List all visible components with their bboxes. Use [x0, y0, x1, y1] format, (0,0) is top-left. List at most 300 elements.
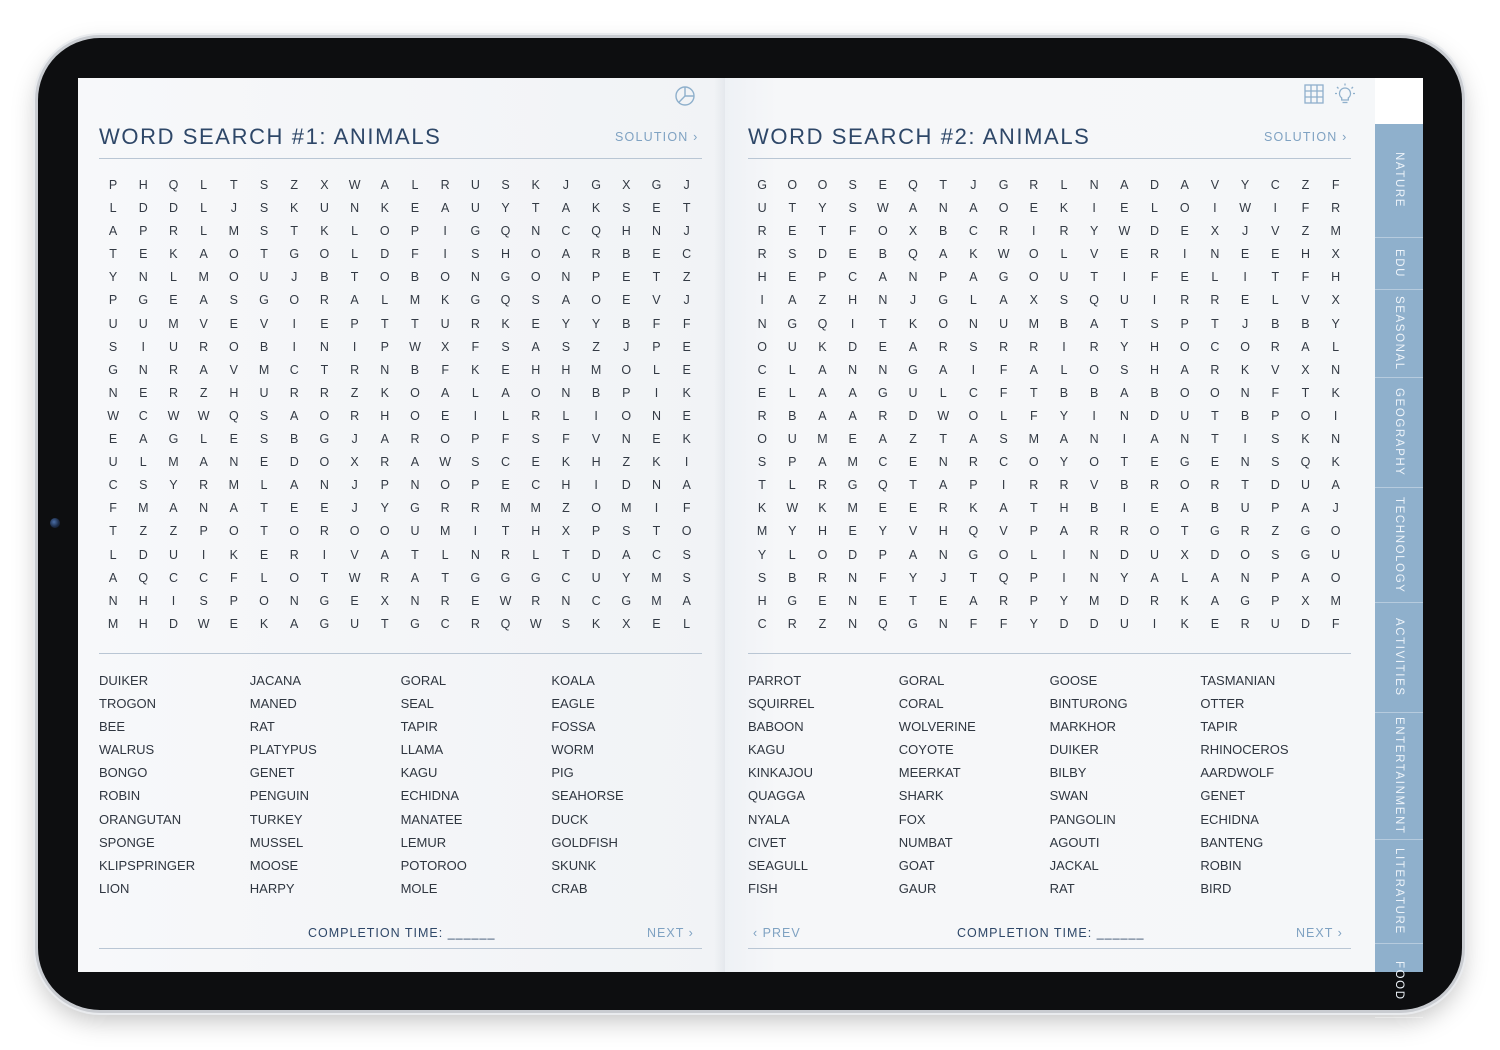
grid-letter[interactable]: E	[818, 593, 827, 608]
grid-letter[interactable]: E	[848, 432, 857, 447]
grid-letter[interactable]: S	[999, 432, 1008, 447]
grid-letter[interactable]: I	[1062, 570, 1066, 585]
grid-letter[interactable]: F	[230, 570, 238, 585]
grid-letter[interactable]: I	[1122, 501, 1127, 516]
grid-letter[interactable]: O	[259, 593, 269, 608]
grid-letter[interactable]: A	[848, 385, 857, 400]
grid-letter[interactable]: A	[199, 455, 208, 470]
grid-letter[interactable]: L	[200, 224, 208, 239]
grid-letter[interactable]: J	[1332, 501, 1339, 516]
grid-letter[interactable]: T	[290, 224, 299, 239]
grid-letter[interactable]: F	[1301, 270, 1310, 285]
grid-letter[interactable]: A	[908, 339, 918, 354]
grid-letter[interactable]: A	[682, 593, 691, 608]
grid-letter[interactable]: R	[1240, 524, 1250, 539]
grid-letter[interactable]: O	[681, 524, 692, 539]
grid-letter[interactable]: A	[1210, 570, 1220, 585]
grid-letter[interactable]: U	[908, 385, 918, 400]
grid-letter[interactable]: R	[1029, 339, 1039, 354]
grid-letter[interactable]: L	[351, 247, 359, 262]
grid-letter[interactable]: Q	[908, 247, 918, 262]
grid-letter[interactable]: A	[108, 224, 118, 239]
grid-letter[interactable]: O	[228, 270, 239, 285]
grid-letter[interactable]: N	[1089, 178, 1099, 192]
grid-letter[interactable]: O	[998, 201, 1009, 216]
grid-letter[interactable]: R	[531, 593, 541, 608]
grid-letter[interactable]: L	[1060, 362, 1068, 377]
grid-letter[interactable]: N	[938, 547, 948, 562]
grid-letter[interactable]: U	[470, 201, 480, 216]
grid-letter[interactable]: E	[908, 455, 918, 470]
grid-letter[interactable]: I	[1062, 339, 1066, 354]
grid-letter[interactable]: I	[171, 593, 176, 608]
grid-letter[interactable]: P	[969, 478, 978, 493]
grid-letter[interactable]: W	[348, 178, 361, 192]
grid-letter[interactable]: I	[1032, 224, 1036, 239]
grid-letter[interactable]: R	[787, 616, 797, 631]
grid-letter[interactable]: T	[909, 478, 917, 493]
grid-letter[interactable]: H	[380, 408, 390, 423]
grid-letter[interactable]: E	[1210, 455, 1220, 470]
grid-letter[interactable]: F	[969, 616, 978, 631]
grid-letter[interactable]: M	[651, 593, 662, 608]
grid-letter[interactable]: R	[1119, 524, 1129, 539]
grid-letter[interactable]: D	[1059, 616, 1069, 631]
grid-letter[interactable]: N	[848, 362, 858, 377]
lightbulb-icon[interactable]	[1333, 82, 1357, 106]
grid-letter[interactable]: G	[1300, 524, 1311, 539]
grid-letter[interactable]: C	[878, 455, 888, 470]
grid-letter[interactable]: R	[380, 455, 390, 470]
grid-letter[interactable]: A	[199, 293, 208, 308]
grid-letter[interactable]: N	[561, 270, 571, 285]
grid-letter[interactable]: R	[1059, 478, 1069, 493]
grid-letter[interactable]: C	[561, 224, 571, 239]
grid-letter[interactable]: T	[320, 362, 329, 377]
grid-letter[interactable]: B	[878, 247, 888, 262]
grid-letter[interactable]: P	[1271, 501, 1280, 516]
grid-letter[interactable]: U	[440, 316, 450, 331]
grid-letter[interactable]: L	[260, 570, 268, 585]
grid-letter[interactable]: R	[757, 247, 767, 262]
grid-letter[interactable]: X	[1301, 362, 1310, 377]
letter-grid[interactable]	[98, 174, 702, 636]
grid-letter[interactable]: O	[591, 293, 601, 308]
grid-letter[interactable]: Z	[562, 501, 570, 516]
grid-letter[interactable]: J	[562, 178, 570, 192]
grid-letter[interactable]: L	[1000, 408, 1008, 423]
grid-letter[interactable]: P	[471, 478, 480, 493]
grid-letter[interactable]: L	[939, 385, 947, 400]
grid-letter[interactable]: T	[411, 547, 419, 562]
grid-letter[interactable]: E	[1120, 201, 1129, 216]
grid-letter[interactable]: G	[530, 570, 541, 585]
grid-letter[interactable]: V	[1089, 478, 1099, 493]
grid-letter[interactable]: T	[260, 501, 268, 516]
grid-letter[interactable]: P	[1271, 593, 1280, 608]
grid-letter[interactable]: P	[622, 385, 631, 400]
grid-letter[interactable]: A	[440, 385, 450, 400]
grid-letter[interactable]: Y	[818, 201, 827, 216]
grid-letter[interactable]: I	[1152, 293, 1157, 308]
grid-letter[interactable]: J	[1241, 316, 1249, 331]
grid-letter[interactable]: H	[1150, 362, 1160, 377]
grid-letter[interactable]: R	[380, 570, 390, 585]
grid-letter[interactable]: E	[229, 316, 239, 331]
grid-letter[interactable]: E	[908, 501, 918, 516]
grid-letter[interactable]: M	[168, 316, 179, 331]
grid-letter[interactable]: O	[938, 316, 949, 331]
grid-letter[interactable]: S	[1120, 362, 1129, 377]
grid-letter[interactable]: A	[1180, 362, 1189, 377]
grid-letter[interactable]: Q	[500, 616, 511, 631]
grid-letter[interactable]: K	[259, 616, 269, 631]
grid-letter[interactable]: S	[682, 547, 691, 562]
grid-letter[interactable]: R	[1180, 293, 1190, 308]
grid-letter[interactable]: A	[969, 201, 978, 216]
grid-letter[interactable]: N	[938, 455, 948, 470]
grid-letter[interactable]: A	[939, 478, 948, 493]
grid-letter[interactable]: S	[259, 432, 269, 447]
grid-letter[interactable]: L	[260, 478, 268, 493]
grid-letter[interactable]: I	[473, 408, 478, 423]
grid-letter[interactable]: I	[684, 455, 689, 470]
grid-letter[interactable]: Y	[622, 570, 631, 585]
grid-letter[interactable]: K	[290, 201, 299, 216]
grid-letter[interactable]: I	[850, 316, 855, 331]
grid-letter[interactable]: O	[289, 524, 300, 539]
grid-letter[interactable]: E	[682, 339, 691, 354]
grid-letter[interactable]: T	[531, 201, 540, 216]
completion-time[interactable]: COMPLETION TIME: ______	[308, 926, 496, 940]
grid-letter[interactable]: K	[1059, 201, 1069, 216]
grid-letter[interactable]: K	[229, 547, 239, 562]
grid-letter[interactable]: D	[168, 201, 178, 216]
grid-letter[interactable]: L	[471, 385, 479, 400]
grid-letter[interactable]: T	[501, 524, 510, 539]
grid-letter[interactable]: A	[1301, 339, 1310, 354]
grid-letter[interactable]: A	[818, 455, 827, 470]
grid-letter[interactable]: U	[470, 178, 480, 192]
grid-letter[interactable]: Y	[1089, 224, 1099, 239]
grid-letter[interactable]: Q	[817, 316, 828, 331]
grid-letter[interactable]: Y	[1120, 570, 1129, 585]
grid-letter[interactable]: H	[1300, 247, 1310, 262]
grid-letter[interactable]: B	[1150, 385, 1159, 400]
grid-letter[interactable]: N	[757, 316, 767, 331]
grid-letter[interactable]: E	[1240, 247, 1250, 262]
grid-letter[interactable]: R	[440, 593, 450, 608]
grid-letter[interactable]: E	[1029, 201, 1038, 216]
grid-letter[interactable]: K	[969, 501, 978, 516]
grid-letter[interactable]: P	[380, 478, 389, 493]
grid-letter[interactable]: A	[969, 593, 978, 608]
grid-letter[interactable]: E	[682, 408, 691, 423]
grid-letter[interactable]: T	[652, 524, 661, 539]
grid-letter[interactable]: K	[471, 362, 480, 377]
grid-letter[interactable]: U	[591, 570, 601, 585]
grid-letter[interactable]: U	[787, 432, 797, 447]
grid-letter[interactable]: N	[289, 593, 299, 608]
grid-letter[interactable]: J	[230, 201, 237, 216]
grid-letter[interactable]: R	[319, 524, 329, 539]
grid-letter[interactable]: S	[229, 293, 239, 308]
grid-letter[interactable]: D	[1150, 178, 1160, 192]
grid-letter[interactable]: B	[591, 385, 601, 400]
next-button[interactable]: NEXT ›	[647, 926, 694, 940]
grid-letter[interactable]: Y	[591, 316, 601, 331]
grid-letter[interactable]: O	[228, 247, 239, 262]
grid-letter[interactable]: G	[319, 593, 330, 608]
grid-letter[interactable]: M	[168, 455, 179, 470]
grid-letter[interactable]: J	[351, 501, 358, 516]
grid-letter[interactable]: E	[501, 478, 510, 493]
grid-letter[interactable]: S	[1271, 455, 1280, 470]
grid-letter[interactable]: O	[440, 432, 451, 447]
grid-letter[interactable]: B	[1059, 385, 1069, 400]
grid-letter[interactable]: A	[908, 201, 918, 216]
grid-letter[interactable]: B	[1301, 316, 1310, 331]
grid-letter[interactable]: W	[499, 593, 512, 608]
grid-letter[interactable]: N	[380, 362, 390, 377]
grid-letter[interactable]: A	[969, 270, 978, 285]
grid-letter[interactable]: I	[654, 385, 659, 400]
grid-letter[interactable]: G	[877, 385, 888, 400]
grid-letter[interactable]: Y	[1059, 455, 1069, 470]
grid-letter[interactable]: A	[380, 547, 389, 562]
grid-letter[interactable]: A	[1180, 501, 1189, 516]
grid-letter[interactable]: R	[470, 616, 480, 631]
grid-letter[interactable]: K	[591, 616, 601, 631]
grid-letter[interactable]: T	[818, 224, 827, 239]
grid-letter[interactable]: W	[348, 570, 361, 585]
grid-letter[interactable]: V	[652, 293, 661, 308]
grid-letter[interactable]: L	[139, 455, 147, 470]
grid-letter[interactable]: L	[1060, 178, 1068, 192]
grid-letter[interactable]: N	[470, 270, 480, 285]
grid-letter[interactable]: S	[531, 293, 540, 308]
grid-letter[interactable]: L	[169, 270, 177, 285]
grid-letter[interactable]: H	[938, 524, 948, 539]
grid-letter[interactable]: K	[440, 293, 450, 308]
grid-letter[interactable]: I	[1122, 270, 1127, 285]
grid-letter[interactable]: A	[561, 247, 571, 262]
grid-letter[interactable]: J	[909, 293, 917, 308]
grid-letter[interactable]: J	[351, 478, 358, 493]
grid-letter[interactable]: O	[440, 270, 451, 285]
grid-letter[interactable]: G	[621, 593, 632, 608]
grid-letter[interactable]: H	[229, 385, 239, 400]
grid-letter[interactable]: T	[350, 270, 359, 285]
grid-letter[interactable]: M	[258, 362, 270, 377]
grid-letter[interactable]: G	[1179, 455, 1190, 470]
grid-letter[interactable]: N	[1331, 432, 1341, 447]
grid-letter[interactable]: B	[1271, 316, 1280, 331]
grid-letter[interactable]: T	[909, 593, 917, 608]
grid-letter[interactable]: J	[623, 339, 630, 354]
grid-letter[interactable]: H	[138, 593, 148, 608]
grid-letter[interactable]: M	[621, 501, 632, 516]
grid-letter[interactable]: D	[621, 478, 631, 493]
grid-letter[interactable]: M	[590, 362, 602, 377]
grid-letter[interactable]: S	[471, 247, 480, 262]
grid-letter[interactable]: R	[1059, 224, 1069, 239]
grid-letter[interactable]: L	[1271, 293, 1279, 308]
grid-letter[interactable]: K	[320, 224, 329, 239]
grid-letter[interactable]: L	[1030, 547, 1038, 562]
grid-letter[interactable]: D	[380, 247, 390, 262]
grid-letter[interactable]: P	[818, 270, 827, 285]
grid-letter[interactable]: T	[1120, 455, 1129, 470]
grid-letter[interactable]: E	[652, 247, 661, 262]
grid-letter[interactable]: D	[1119, 547, 1129, 562]
grid-letter[interactable]: O	[1240, 547, 1250, 562]
grid-letter[interactable]: I	[443, 224, 447, 239]
grid-letter[interactable]: K	[757, 501, 767, 516]
grid-letter[interactable]: L	[969, 293, 977, 308]
grid-letter[interactable]: G	[938, 293, 949, 308]
grid-letter[interactable]: E	[139, 385, 148, 400]
grid-letter[interactable]: X	[908, 224, 918, 239]
grid-letter[interactable]: T	[380, 616, 389, 631]
grid-letter[interactable]: R	[999, 339, 1009, 354]
grid-letter[interactable]: U	[1331, 547, 1341, 562]
grid-letter[interactable]: E	[531, 455, 540, 470]
grid-letter[interactable]: P	[591, 270, 601, 285]
grid-letter[interactable]: U	[757, 201, 767, 216]
grid-letter[interactable]: U	[138, 316, 148, 331]
grid-letter[interactable]: O	[530, 385, 541, 400]
grid-letter[interactable]: T	[1211, 432, 1219, 447]
grid-letter[interactable]: Z	[818, 616, 827, 631]
grid-letter[interactable]: A	[1150, 432, 1159, 447]
grid-letter[interactable]: X	[561, 524, 571, 539]
grid-letter[interactable]: B	[410, 362, 420, 377]
grid-letter[interactable]: K	[818, 339, 827, 354]
grid-letter[interactable]: E	[682, 362, 691, 377]
grid-letter[interactable]: N	[410, 593, 420, 608]
grid-letter[interactable]: V	[1210, 178, 1220, 192]
grid-letter[interactable]: E	[410, 201, 420, 216]
grid-letter[interactable]: R	[1240, 616, 1250, 631]
grid-letter[interactable]: P	[939, 270, 948, 285]
grid-letter[interactable]: S	[199, 593, 208, 608]
grid-letter[interactable]: A	[440, 201, 450, 216]
grid-letter[interactable]: I	[322, 547, 327, 562]
grid-letter[interactable]: R	[289, 385, 299, 400]
grid-letter[interactable]: E	[229, 432, 239, 447]
grid-letter[interactable]: F	[682, 316, 691, 331]
grid-letter[interactable]: D	[1270, 478, 1280, 493]
grid-letter[interactable]: O	[1028, 247, 1039, 262]
grid-letter[interactable]: E	[259, 547, 269, 562]
grid-letter[interactable]: R	[1270, 339, 1280, 354]
grid-letter[interactable]: I	[1092, 408, 1096, 423]
grid-letter[interactable]: M	[530, 501, 541, 516]
grid-letter[interactable]: R	[1210, 362, 1220, 377]
grid-letter[interactable]: F	[879, 570, 887, 585]
grid-letter[interactable]: F	[411, 247, 419, 262]
grid-letter[interactable]: N	[1180, 432, 1190, 447]
grid-letter[interactable]: E	[788, 224, 797, 239]
grid-letter[interactable]: O	[757, 432, 767, 447]
grid-letter[interactable]: E	[1240, 293, 1250, 308]
grid-letter[interactable]: N	[1240, 455, 1250, 470]
grid-letter[interactable]: R	[410, 432, 420, 447]
grid-letter[interactable]: S	[501, 178, 510, 192]
grid-letter[interactable]: O	[289, 570, 300, 585]
grid-letter[interactable]: X	[1331, 293, 1340, 308]
grid-letter[interactable]: T	[1029, 385, 1038, 400]
grid-letter[interactable]: K	[591, 201, 601, 216]
grid-letter[interactable]: F	[652, 316, 661, 331]
grid-letter[interactable]: A	[531, 339, 540, 354]
grid-letter[interactable]: Z	[199, 385, 208, 400]
grid-letter[interactable]: Q	[877, 616, 888, 631]
grid-letter[interactable]: Q	[968, 524, 979, 539]
grid-letter[interactable]: I	[1182, 247, 1187, 262]
grid-letter[interactable]: Y	[757, 547, 767, 562]
grid-letter[interactable]: T	[939, 178, 948, 192]
grid-letter[interactable]: M	[651, 570, 662, 585]
grid-letter[interactable]: K	[380, 201, 389, 216]
grid-letter[interactable]: U	[1300, 478, 1310, 493]
grid-letter[interactable]: E	[757, 385, 767, 400]
grid-letter[interactable]: G	[998, 270, 1009, 285]
grid-letter[interactable]: O	[1179, 385, 1190, 400]
grid-letter[interactable]: T	[1180, 524, 1189, 539]
grid-letter[interactable]: U	[1119, 616, 1129, 631]
grid-letter[interactable]: B	[1089, 385, 1099, 400]
grid-letter[interactable]: P	[878, 547, 888, 562]
grid-letter[interactable]: K	[169, 247, 178, 262]
grid-letter[interactable]: W	[197, 408, 210, 423]
grid-letter[interactable]: P	[1271, 408, 1280, 423]
grid-letter[interactable]: D	[817, 247, 827, 262]
grid-letter[interactable]: T	[230, 178, 238, 192]
grid-letter[interactable]: M	[228, 224, 240, 239]
grid-letter[interactable]: L	[788, 385, 796, 400]
grid-letter[interactable]: L	[200, 432, 208, 447]
grid-letter[interactable]: T	[260, 247, 268, 262]
grid-letter[interactable]: E	[652, 432, 661, 447]
grid-letter[interactable]: M	[228, 478, 240, 493]
grid-letter[interactable]: H	[561, 362, 571, 377]
pie-chart-icon[interactable]	[673, 84, 697, 108]
prev-button[interactable]: ‹ PREV	[753, 926, 801, 940]
grid-letter[interactable]: N	[621, 432, 631, 447]
grid-letter[interactable]: E	[320, 316, 329, 331]
grid-letter[interactable]: G	[908, 616, 918, 631]
grid-letter[interactable]: K	[682, 432, 691, 447]
grid-letter[interactable]: P	[108, 293, 118, 308]
grid-letter[interactable]: Y	[108, 270, 118, 285]
grid-letter[interactable]: E	[1180, 270, 1189, 285]
grid-letter[interactable]: E	[848, 524, 857, 539]
grid-letter[interactable]: A	[939, 247, 948, 262]
grid-letter[interactable]: S	[1271, 432, 1280, 447]
grid-letter[interactable]: S	[848, 201, 857, 216]
grid-letter[interactable]: E	[1180, 224, 1189, 239]
grid-letter[interactable]: P	[788, 455, 797, 470]
grid-letter[interactable]: C	[561, 570, 571, 585]
grid-letter[interactable]: E	[501, 362, 510, 377]
grid-letter[interactable]: V	[350, 547, 359, 562]
grid-letter[interactable]: A	[380, 432, 389, 447]
grid-letter[interactable]: V	[999, 524, 1008, 539]
grid-letter[interactable]: X	[380, 593, 389, 608]
grid-letter[interactable]: S	[682, 570, 691, 585]
